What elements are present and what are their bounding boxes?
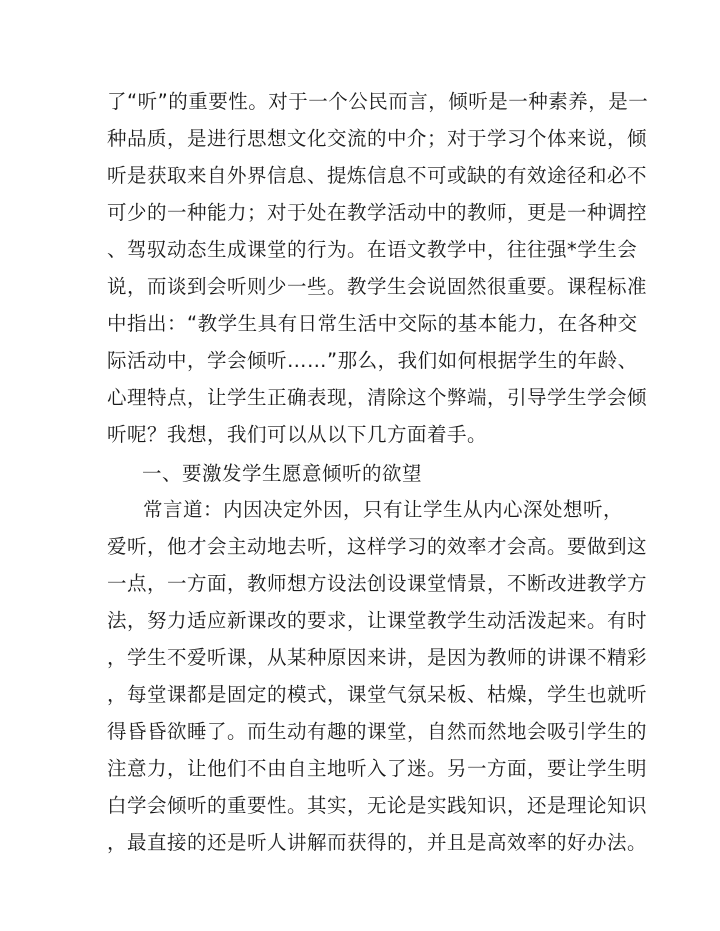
paragraph-line: ，最直接的还是听人讲解而获得的，并且是高效率的好办法。	[107, 831, 648, 854]
paragraph-line: 一点，一方面，教师想方设法创设课堂情景，不断改进教学方	[107, 572, 648, 595]
paragraph-line: 法，努力适应新课改的要求，让课堂教学生动活泼起来。有时	[107, 609, 648, 632]
paragraph-line: 白学会倾听的重要性。其实，无论是实践知识，还是理论知识	[107, 794, 648, 817]
paragraph-line: 了“听”的重要性。对于一个公民而言，倾听是一种素养，是一	[107, 90, 649, 113]
paragraph-line: 注意力，让他们不由自主地听入了迷。另一方面，要让学生明	[107, 757, 648, 780]
section-heading: 一、要激发学生愿意倾听的欲望	[142, 462, 423, 485]
paragraph-line: 、驾驭动态生成课堂的行为。在语文教学中，往往强*学生会	[107, 238, 638, 261]
paragraph-line: 说，而谈到会听则少一些。教学生会说固然很重要。课程标准	[107, 275, 648, 298]
paragraph-line: 听是获取来自外界信息、提炼信息不可或缺的有效途径和必不	[107, 164, 648, 187]
paragraph-line: 爱听，他才会主动地去听，这样学习的效率才会高。要做到这	[107, 535, 648, 558]
paragraph-line: 听呢？我想，我们可以从以下几方面着手。	[107, 423, 488, 446]
paragraph-line: 种品质，是进行思想文化交流的中介；对于学习个体来说，倾	[107, 127, 648, 150]
paragraph-line: ，每堂课都是固定的模式，课堂气氛呆板、枯燥，学生也就听	[107, 683, 648, 706]
paragraph-line: 可少的一种能力；对于处在教学活动中的教师，更是一种调控	[107, 201, 648, 224]
paragraph-line: 中指出：“教学生具有日常生活中交际的基本能力，在各种交	[107, 312, 638, 335]
paragraph-line: ，学生不爱听课，从某种原因来讲，是因为教师的讲课不精彩	[107, 646, 648, 669]
paragraph-line: 际活动中，学会倾听……”那么，我们如何根据学生的年龄、	[107, 349, 638, 372]
paragraph-line: 得昏昏欲睡了。而生动有趣的课堂，自然而然地会吸引学生的	[107, 720, 648, 743]
paragraph-line: 心理特点，让学生正确表现，清除这个弊端，引导学生学会倾	[107, 386, 648, 409]
paragraph-line: 常言道：内因决定外因，只有让学生从内心深处想听，	[143, 498, 624, 521]
